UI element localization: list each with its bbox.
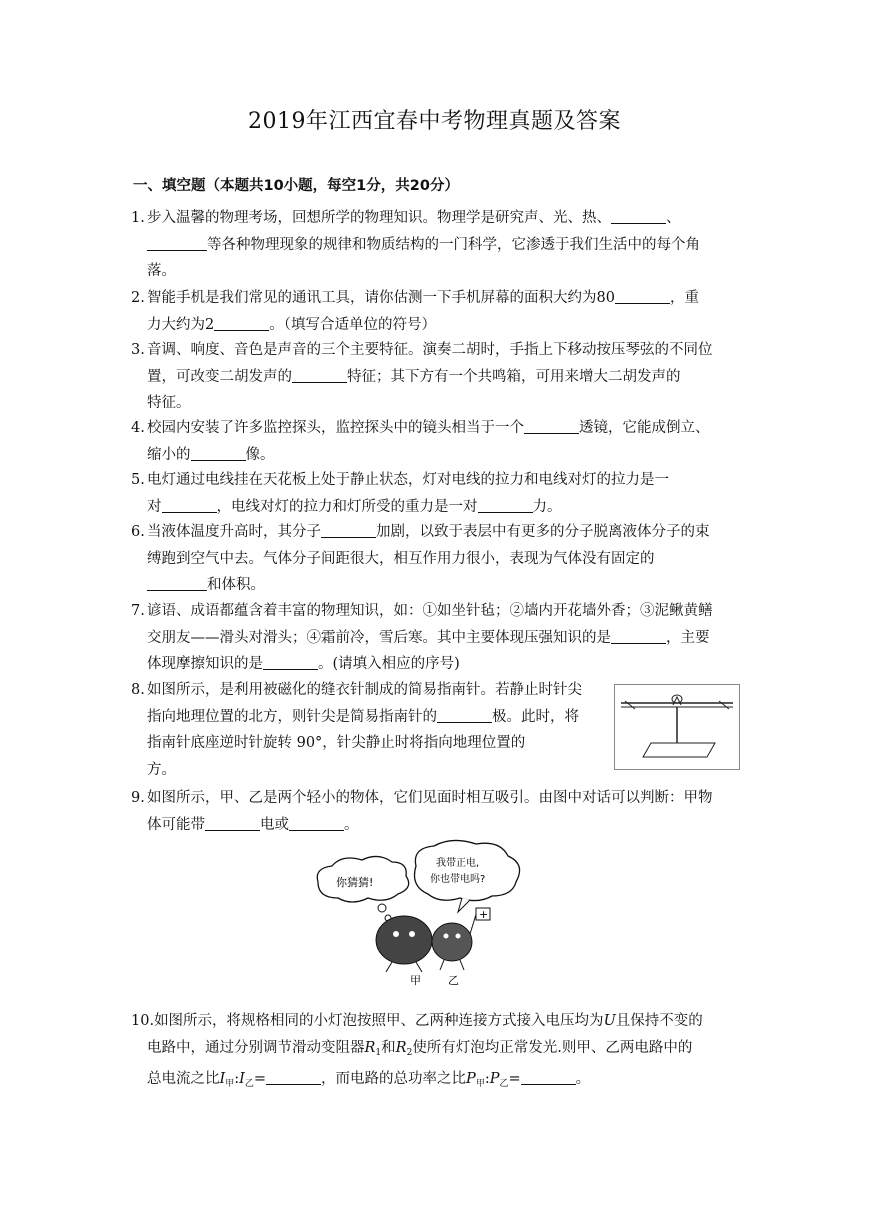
subscript: 1 bbox=[375, 1047, 382, 1058]
answer-blank[interactable] bbox=[266, 1068, 321, 1085]
question-text: 极。此时，将 bbox=[492, 708, 579, 725]
question-number: 9. bbox=[131, 790, 145, 806]
answer-blank[interactable] bbox=[205, 814, 260, 831]
answer-blank[interactable] bbox=[437, 706, 492, 723]
question-text: 特征；其下方有一个共鸣箱，可用来增大二胡发声的 bbox=[347, 368, 681, 385]
answer-blank[interactable] bbox=[162, 496, 217, 513]
right-bubble-line-2: 你也带电吗? bbox=[430, 874, 486, 885]
label-jia: 甲 bbox=[410, 974, 421, 987]
compass-needle-icon bbox=[615, 685, 739, 769]
question-9 bbox=[131, 785, 738, 838]
label-yi: 乙 bbox=[448, 974, 459, 987]
question-number: 3. bbox=[131, 342, 145, 358]
question-text: 对 bbox=[147, 498, 162, 515]
answer-blank[interactable] bbox=[263, 653, 318, 670]
question-text: 如图所示，是利用被磁化的缝衣针制成的简易指南针。若静止时针尖 bbox=[147, 682, 582, 698]
question-text: 且保持不变的 bbox=[615, 1013, 703, 1029]
question-text: 缩小的 bbox=[147, 446, 191, 463]
left-bubble-text: 你猜猜! bbox=[336, 876, 374, 889]
question-text: = bbox=[253, 1071, 267, 1088]
answer-blank[interactable] bbox=[478, 496, 533, 513]
question-5 bbox=[131, 467, 738, 520]
question-text: 交朋友——滑头对滑头；④霜前冷，雪后寒。其中主要体现压强知识的是 bbox=[147, 629, 611, 646]
question-text: 落。 bbox=[147, 263, 176, 280]
question-number: 2. bbox=[131, 290, 145, 306]
question-text: 当液体温度升高时，其分子 bbox=[147, 524, 321, 540]
answer-blank[interactable] bbox=[611, 627, 666, 644]
question-text: 。（填写合适单位的符号） bbox=[269, 316, 436, 333]
compass-figure bbox=[614, 684, 740, 770]
question-text: 如图所示，甲、乙是两个轻小的物体，它们见面时相互吸引。由图中对话可以判断：甲物 bbox=[147, 790, 713, 806]
question-text: ，重 bbox=[669, 290, 699, 306]
question-text: 电灯通过电线挂在天花板上处于静止状态，灯对电线的拉力和电线对灯的拉力是一 bbox=[147, 472, 669, 488]
answer-blank[interactable] bbox=[321, 521, 376, 538]
question-7 bbox=[131, 598, 738, 678]
question-text: 、 bbox=[666, 210, 681, 226]
question-text: 透镜，它能成倒立、 bbox=[579, 420, 710, 436]
question-text: 智能手机是我们常见的通讯工具，请你估测一下手机屏幕的面积大约为80 bbox=[147, 290, 615, 306]
question-text: ，而电路的总功率之比 bbox=[321, 1071, 467, 1088]
charged-objects-illustration bbox=[312, 838, 542, 988]
question-text: 电路中，通过分别调节滑动变阻器 bbox=[147, 1039, 365, 1056]
question-3 bbox=[131, 337, 738, 417]
subscript: 乙 bbox=[499, 1079, 509, 1090]
question-text: 使所有灯泡均正常发光.则甲、乙两电路中的 bbox=[412, 1039, 693, 1056]
question-text: 特征。 bbox=[147, 395, 191, 412]
question-text: 电或 bbox=[260, 816, 289, 833]
question-text: 力大约为2 bbox=[147, 316, 215, 333]
answer-blank[interactable] bbox=[521, 1068, 576, 1085]
question-text: ，电线对灯的拉力和灯所受的重力是一对 bbox=[216, 498, 478, 515]
question-text: 。 bbox=[344, 816, 359, 833]
question-text: 置，可改变二胡发声的 bbox=[147, 368, 292, 385]
subscript: 2 bbox=[406, 1047, 413, 1058]
resistor-symbol: R bbox=[395, 1039, 407, 1056]
answer-blank[interactable] bbox=[214, 314, 269, 331]
question-text: 总电流之比 bbox=[147, 1071, 220, 1088]
question-text: 。 bbox=[575, 1071, 591, 1088]
current-symbol: I bbox=[219, 1071, 226, 1088]
question-text: 音调、响度、音色是声音的三个主要特征。演奏二胡时，手指上下移动按压琴弦的不同位 bbox=[147, 342, 713, 358]
answer-blank[interactable] bbox=[147, 234, 207, 251]
question-text: 体现摩擦知识的是 bbox=[147, 656, 263, 673]
question-text: 体可能带 bbox=[147, 816, 205, 833]
question-number: 10. bbox=[131, 1013, 155, 1029]
answer-blank[interactable] bbox=[615, 287, 670, 304]
current-symbol: I bbox=[239, 1071, 245, 1088]
right-bubble-line-1: 我带正电, bbox=[436, 858, 480, 869]
question-2 bbox=[131, 285, 738, 338]
answer-blank[interactable] bbox=[292, 366, 347, 383]
question-text: : bbox=[484, 1071, 490, 1088]
page-title: 2019年江西宜春中考物理真题及答案 bbox=[248, 109, 621, 134]
voltage-symbol: U bbox=[603, 1013, 616, 1029]
subscript: 甲 bbox=[225, 1079, 235, 1090]
question-8 bbox=[131, 677, 603, 783]
question-text: 如图所示，将规格相同的小灯泡按照甲、乙两种连接方式接入电压均为 bbox=[154, 1013, 604, 1029]
answer-blank[interactable] bbox=[289, 814, 344, 831]
question-number: 8. bbox=[131, 682, 145, 698]
question-text: 力。 bbox=[532, 498, 562, 515]
question-6 bbox=[131, 519, 738, 599]
question-number: 7. bbox=[131, 603, 145, 619]
question-text: 。(请填入相应的序号) bbox=[318, 656, 460, 673]
answer-blank[interactable] bbox=[191, 444, 246, 461]
question-text: 等各种物理现象的规律和物质结构的一门科学，它渗透于我们生活中的每个角 bbox=[207, 236, 700, 253]
question-number: 1. bbox=[131, 210, 145, 226]
question-text: 指向地理位置的北方，则针尖是简易指南针的 bbox=[147, 708, 437, 725]
answer-blank[interactable] bbox=[147, 574, 207, 591]
question-number: 6. bbox=[131, 524, 145, 540]
power-symbol: P bbox=[466, 1071, 476, 1088]
question-text: 和体积。 bbox=[207, 577, 265, 594]
cartoon-figure bbox=[312, 838, 542, 988]
question-number: 5. bbox=[131, 472, 145, 488]
resistor-symbol: R bbox=[364, 1039, 376, 1056]
answer-blank[interactable] bbox=[524, 417, 579, 434]
section-heading: 一、填空题（本题共10小题，每空1分，共20分） bbox=[133, 178, 459, 194]
question-text: 缚跑到空气中去。气体分子间距很大，相互作用力很小，表现为气体没有固定的 bbox=[147, 550, 655, 567]
question-text: 和 bbox=[381, 1039, 396, 1056]
question-10 bbox=[131, 1008, 743, 1098]
question-text: 像。 bbox=[245, 446, 275, 463]
question-text: : bbox=[234, 1071, 240, 1088]
plus-sign-flag: + bbox=[479, 908, 489, 921]
question-text: ，主要 bbox=[666, 629, 710, 646]
subscript: 甲 bbox=[475, 1079, 485, 1090]
question-4 bbox=[131, 415, 738, 468]
question-text: 校园内安装了许多监控探头，监控探头中的镜头相当于一个 bbox=[147, 420, 524, 436]
question-text: 指南针底座逆时针旋转 90°，针尖静止时将指向地理位置的 bbox=[147, 735, 526, 752]
question-number: 4. bbox=[131, 420, 145, 436]
answer-blank[interactable] bbox=[611, 207, 666, 224]
question-1 bbox=[131, 205, 738, 285]
question-text: 谚语、成语都蕴含着丰富的物理知识，如：①如坐针毡；②墙内开花墙外香；③泥鳅黄鳝 bbox=[147, 603, 713, 619]
question-text: = bbox=[508, 1071, 521, 1088]
question-text: 方。 bbox=[147, 761, 176, 778]
power-symbol: P bbox=[489, 1071, 500, 1088]
question-text: 步入温馨的物理考场，回想所学的物理知识。物理学是研究声、光、热、 bbox=[147, 210, 611, 226]
question-text: 加剧，以致于表层中有更多的分子脱离液体分子的束 bbox=[376, 524, 710, 540]
subscript: 乙 bbox=[244, 1079, 254, 1090]
